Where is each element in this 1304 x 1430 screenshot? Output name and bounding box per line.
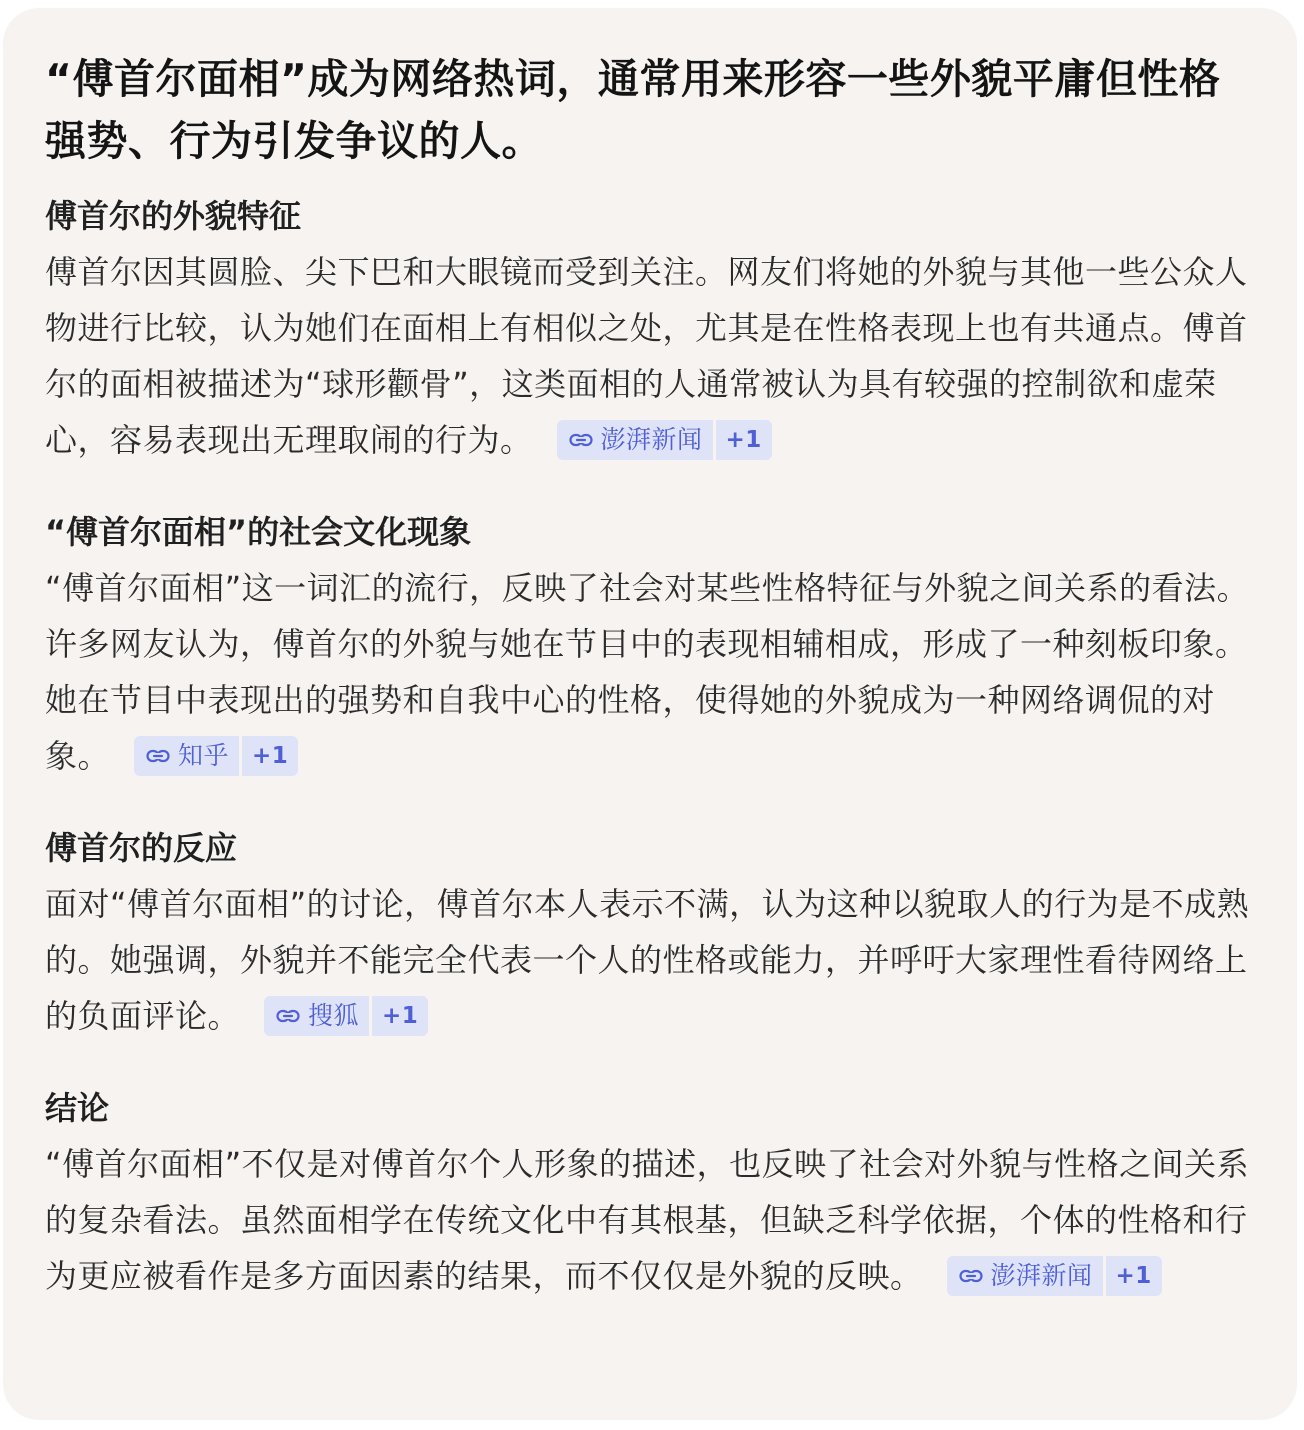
citation-source-button[interactable]	[264, 996, 369, 1036]
section-body	[45, 876, 1257, 1044]
section-reaction	[45, 822, 1257, 1044]
citation-source-label: 搜狐	[308, 1001, 360, 1030]
citation-source-label: 澎湃新闻	[600, 425, 703, 454]
link-icon	[146, 748, 170, 764]
citation-source-label: 澎湃新闻	[990, 1261, 1093, 1290]
citation-source-label: 知乎	[178, 741, 230, 770]
section-body-text: 面对“傅首尔面相”的讨论，傅首尔本人表示不满，认为这种以貌取人的行为是不成熟的。她强调，外貌并不能完全代表一个人的性格或能力，并呼吁大家理性看待网络上的负面评论。	[45, 885, 1250, 1035]
section-heading: 傅首尔的外貌特征	[45, 197, 302, 235]
section-body	[45, 560, 1257, 784]
citation-more-button[interactable]: +1	[716, 420, 772, 460]
section-body-text: “傅首尔面相”不仅是对傅首尔个人形象的描述，也反映了社会对外貌与性格之间关系的复杂看法。虽然面相学在传统文化中有其根基，但缺乏科学依据，个体的性格和行为更应被看作是多方面因素的结果，而不仅仅是外貌的反映。	[45, 1145, 1250, 1295]
link-icon	[959, 1268, 983, 1284]
citation-chip[interactable]	[557, 420, 772, 460]
link-icon	[276, 1008, 300, 1024]
citation-source-button[interactable]	[947, 1256, 1103, 1296]
section-heading: 傅首尔的反应	[45, 829, 238, 867]
link-icon	[569, 432, 593, 448]
citation-more-button[interactable]: +1	[372, 996, 428, 1036]
section-body	[45, 1136, 1257, 1304]
citation-more-button[interactable]: +1	[1106, 1256, 1162, 1296]
answer-card	[3, 8, 1297, 1420]
answer-title: “傅首尔面相”成为网络热词，通常用来形容一些外貌平庸但性格强势、行为引发争议的人。	[45, 55, 1221, 165]
section-appearance	[45, 190, 1257, 468]
section-heading: 结论	[45, 1089, 110, 1127]
citation-chip[interactable]	[947, 1256, 1162, 1296]
citation-source-button[interactable]	[557, 420, 713, 460]
citation-chip[interactable]	[134, 736, 298, 776]
section-body	[45, 244, 1257, 468]
section-conclusion	[45, 1082, 1257, 1304]
section-heading: “傅首尔面相”的社会文化现象	[45, 513, 472, 551]
citation-more-button[interactable]: +1	[242, 736, 298, 776]
citation-chip[interactable]	[264, 996, 428, 1036]
citation-source-button[interactable]	[134, 736, 239, 776]
section-body-text: 傅首尔因其圆脸、尖下巴和大眼镜而受到关注。网友们将她的外貌与其他一些公众人物进行比较，认为她们在面相上有相似之处，尤其是在性格表现上也有共通点。傅首尔的面相被描述为“球形颧骨”，这类面相的人通常被认为具有较强的控制欲和虚荣心，容易表现出无理取闹的行为。	[45, 253, 1248, 459]
section-body-text: “傅首尔面相”这一词汇的流行，反映了社会对某些性格特征与外貌之间关系的看法。许多网友认为，傅首尔的外貌与她在节目中的表现相辅相成，形成了一种刻板印象。她在节目中表现出的强势和自我中心的性格，使得她的外貌成为一种网络调侃的对象。	[45, 569, 1250, 775]
section-social-phenomenon	[45, 506, 1257, 784]
